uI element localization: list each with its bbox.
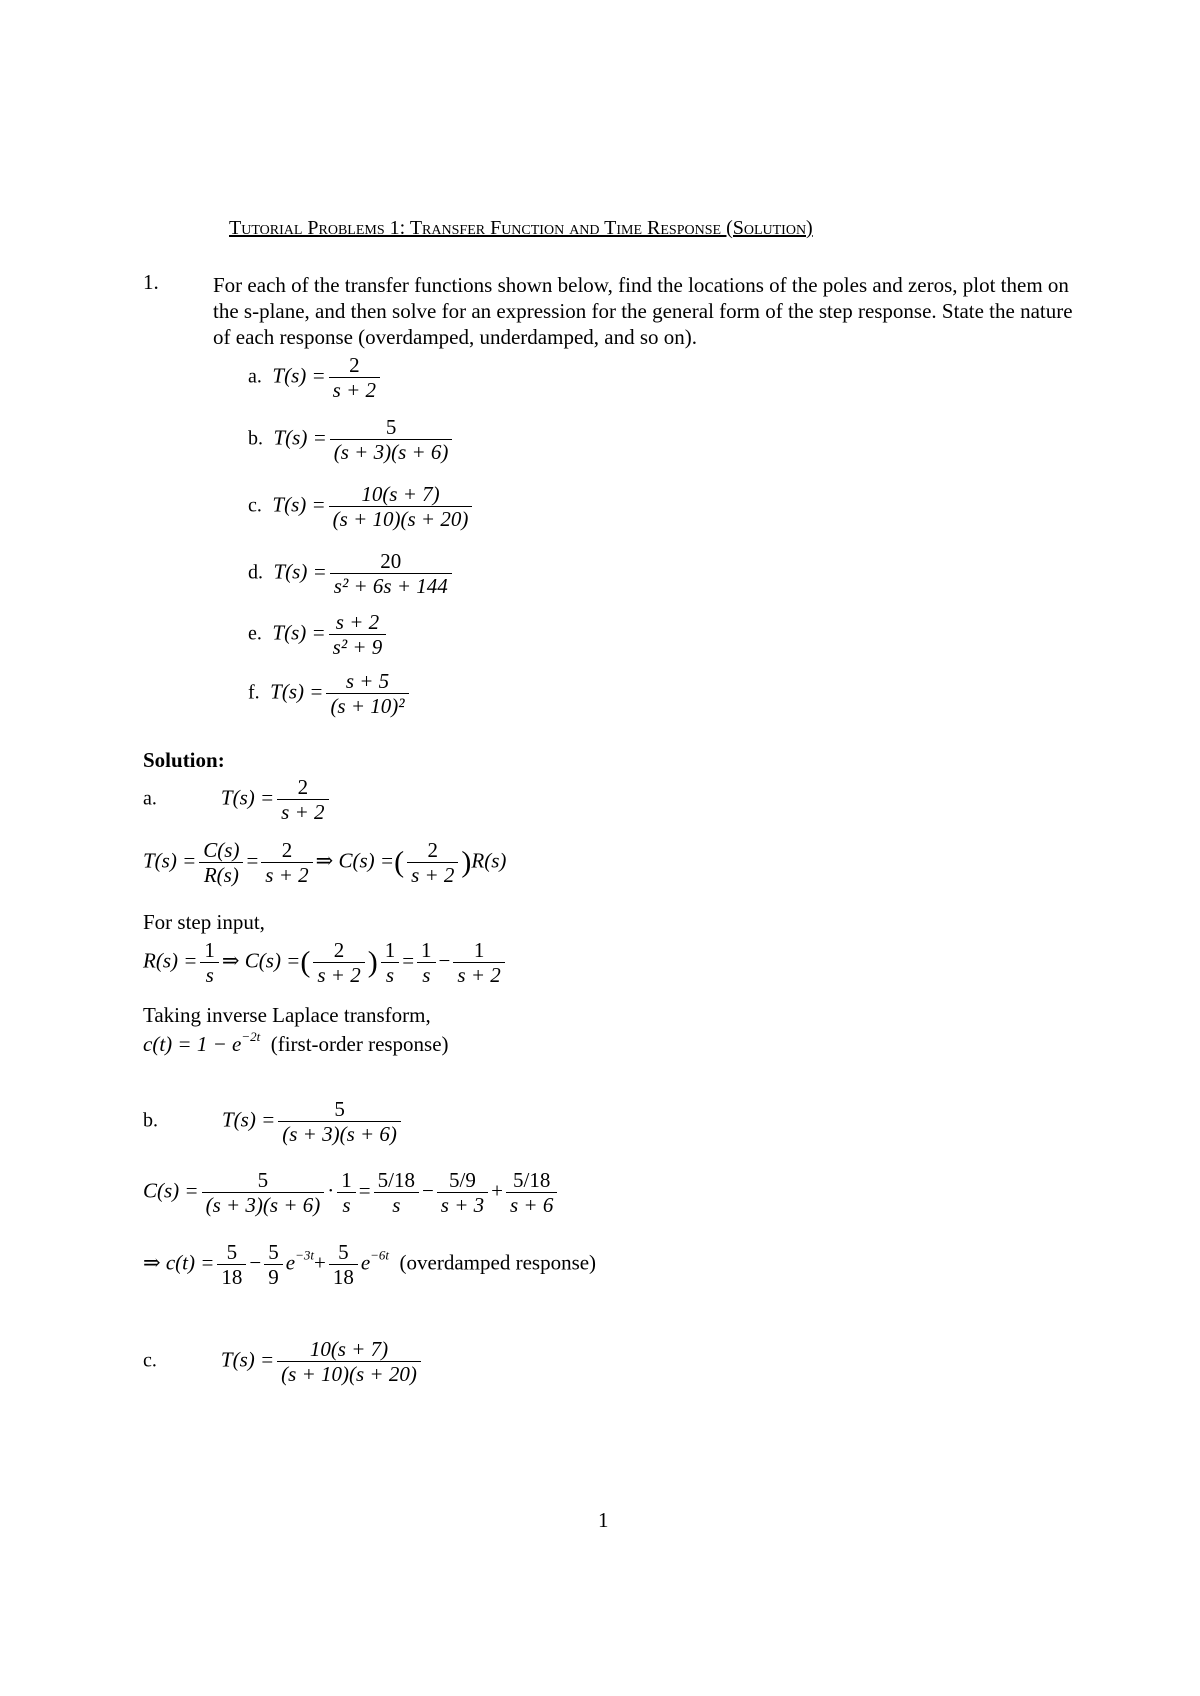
solution-a-tf: a. T(s) = $\frac{2}{s + 2}$ xyxy=(143,775,332,824)
solution-b-tf: b. T(s) = $\frac{5}{(s + 3)(s + 6)}$ xyxy=(143,1097,404,1146)
solution-b-cs: C(s) = $\frac{5}{(s + 3)(s + 6)}$ · $\frac{1}{s}$ = $\frac{5/18}{s}$ − $\frac{5/9}{s + 3}$ + $\frac{5/18}{s + 6}$ xyxy=(143,1168,560,1217)
problem-d: d. T(s) = $\frac{20}{\text{s² + 6s + 144}}$ xyxy=(248,549,455,598)
problem-b: b. T(s) = $\frac{5}{(s + 3)(s + 6)}$ xyxy=(248,415,455,464)
problem-e: e. T(s) = $\frac{s + 2}{\text{s² + 9}}$ xyxy=(248,610,389,659)
inverse-laplace-text: Taking inverse Laplace transform, xyxy=(143,1003,431,1027)
solution-a-cs: T(s) = $\frac{C(s)}{R(s)}$ = $\frac{2}{s + 2}$ ⇒ C(s) =( $\frac{2}{s + 2}$ )R(s) xyxy=(143,838,507,888)
problem-c: c. T(s) = $\frac{10(s + 7)}{(s + 10)(s + 20)}$ xyxy=(248,482,475,531)
question-text: For each of the transfer functions shown below, find the locations of the poles and zeros, plot them on the s-plane, and then solve for an expression for the general form of the step response. State the nature of each response (overdamped, underdamped, and so on). xyxy=(213,273,1073,349)
solution-a-result: $c(t) = 1 - e^{-2t}$ (first-order response) xyxy=(143,1029,449,1056)
solution-c-tf: c. T(s) = $\frac{10(s + 7)}{(s + 10)(s + 20)}$ xyxy=(143,1337,424,1386)
problem-a: a. T(s) = $\frac{2}{s + 2}$ xyxy=(248,353,383,402)
solution-heading: Solution: xyxy=(143,748,225,772)
problem-f: f. T(s) = $\frac{s + 5}{\text{(s + 10)²}}$ xyxy=(248,669,412,718)
question-number: 1. xyxy=(143,270,159,294)
solution-b-result: ⇒ c(t) = $\frac{5}{18}$ − $\frac{5}{9}$ $e^{-3t}+$ $\frac{5}{18}$ $e^{-6t}$ (overdamped response) xyxy=(143,1240,597,1290)
step-input-text: For step input, xyxy=(143,910,265,934)
page-number: 1 xyxy=(598,1508,609,1532)
page-title: Tutorial Problems 1: Transfer Function and Time Response (Solution) xyxy=(229,217,813,239)
solution-a-rs: R(s) = $\frac{1}{s}$ ⇒ C(s) =( $\frac{2}{s + 2}$ ) $\frac{1}{s}$ = $\frac{1}{s}$ − $\frac{1}{s + 2}$ xyxy=(143,938,508,987)
